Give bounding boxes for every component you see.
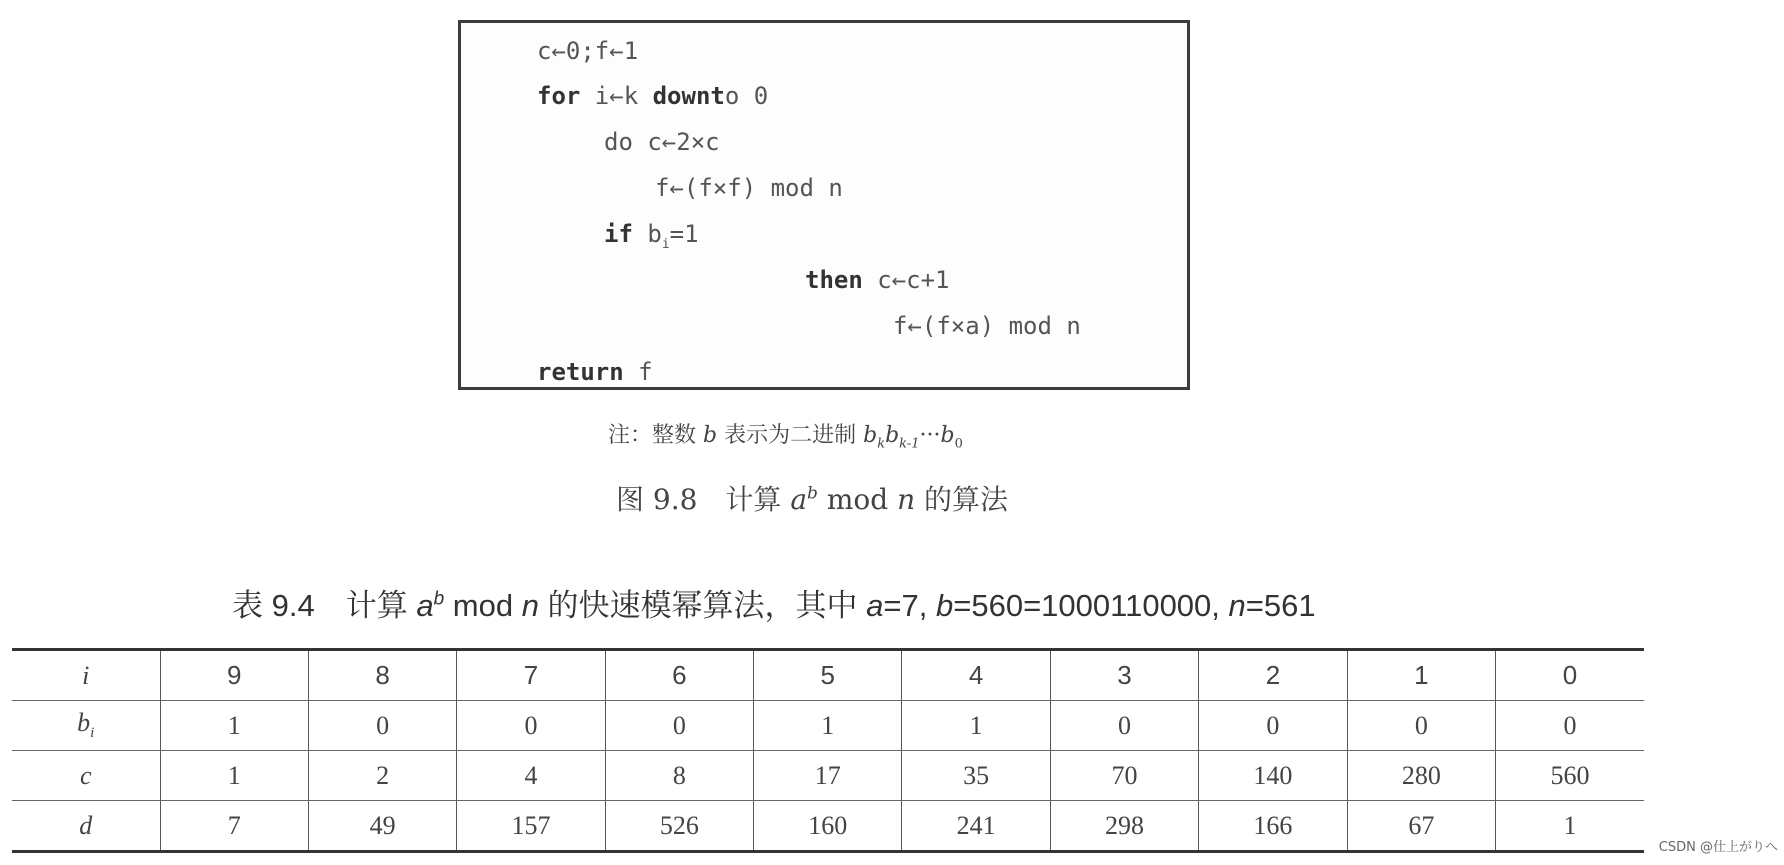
cell-i: 4 bbox=[902, 650, 1050, 701]
cell-c: 17 bbox=[754, 751, 902, 801]
cell-d: 157 bbox=[457, 801, 605, 852]
cell-b: 0 bbox=[1050, 701, 1198, 751]
table-row-d bbox=[12, 801, 1644, 852]
code-line-for: for i←k downto 0 bbox=[537, 82, 769, 110]
cell-i: 6 bbox=[605, 650, 753, 701]
modexp-table bbox=[12, 648, 1644, 853]
code-line-init: c←0;f←1 bbox=[537, 37, 639, 65]
cell-d: 1 bbox=[1496, 801, 1644, 852]
cell-c: 8 bbox=[605, 751, 753, 801]
cell-c: 2 bbox=[308, 751, 456, 801]
cell-d: 298 bbox=[1050, 801, 1198, 852]
watermark: CSDN @仕上がりへ bbox=[1658, 840, 1778, 855]
table-row-c bbox=[12, 751, 1644, 801]
table-row-i bbox=[12, 650, 1644, 701]
row-label-d: d bbox=[12, 801, 160, 852]
cell-b: 0 bbox=[1496, 701, 1644, 751]
cell-b: 0 bbox=[308, 701, 456, 751]
cell-c: 70 bbox=[1050, 751, 1198, 801]
table-caption: 表 9.4 计算 $a^b$ mod n 的快速模幂算法，其中 a=7, b=560=1000110000, n=561 bbox=[232, 588, 1316, 623]
code-line-multiply: f←(f×a) mod n bbox=[893, 312, 1081, 340]
cell-d: 160 bbox=[754, 801, 902, 852]
cell-b: 0 bbox=[1347, 701, 1495, 751]
cell-d: 526 bbox=[605, 801, 753, 852]
code-line-square: f←(f×f) mod n bbox=[655, 174, 843, 202]
cell-c: 1 bbox=[160, 751, 308, 801]
cell-c: 140 bbox=[1199, 751, 1347, 801]
code-line-return: return f bbox=[537, 358, 653, 386]
cell-i: 0 bbox=[1496, 650, 1644, 701]
figure-caption: 图 9.8 计算 $a^b$ mod n 的算法 bbox=[616, 483, 1009, 516]
cell-d: 7 bbox=[160, 801, 308, 852]
cell-i: 9 bbox=[160, 650, 308, 701]
cell-i: 2 bbox=[1199, 650, 1347, 701]
cell-b: 1 bbox=[160, 701, 308, 751]
cell-d: 67 bbox=[1347, 801, 1495, 852]
cell-i: 5 bbox=[754, 650, 902, 701]
code-line-then: then c←c+1 bbox=[805, 266, 950, 294]
algorithm-box bbox=[458, 20, 1190, 390]
table-row-b bbox=[12, 701, 1644, 751]
code-line-do: do c←2×c bbox=[604, 128, 720, 156]
cell-b: 1 bbox=[754, 701, 902, 751]
code-line-if: if $b_i=1$ bbox=[604, 220, 699, 252]
row-label-c: c bbox=[12, 751, 160, 801]
row-label-i: i bbox=[12, 650, 160, 701]
cell-c: 560 bbox=[1496, 751, 1644, 801]
figure-note: 注：整数 b 表示为二进制 $b_kb_{k-1}\cdot\cdot\cdot b_0$ bbox=[608, 423, 963, 452]
cell-b: 0 bbox=[457, 701, 605, 751]
cell-b: 1 bbox=[902, 701, 1050, 751]
cell-b: 0 bbox=[1199, 701, 1347, 751]
cell-i: 1 bbox=[1347, 650, 1495, 701]
cell-c: 35 bbox=[902, 751, 1050, 801]
cell-i: 7 bbox=[457, 650, 605, 701]
cell-d: 49 bbox=[308, 801, 456, 852]
row-label-b: $b_i$ bbox=[12, 701, 160, 751]
cell-i: 3 bbox=[1050, 650, 1198, 701]
cell-i: 8 bbox=[308, 650, 456, 701]
cell-d: 241 bbox=[902, 801, 1050, 852]
cell-d: 166 bbox=[1199, 801, 1347, 852]
cell-c: 280 bbox=[1347, 751, 1495, 801]
cell-c: 4 bbox=[457, 751, 605, 801]
cell-b: 0 bbox=[605, 701, 753, 751]
